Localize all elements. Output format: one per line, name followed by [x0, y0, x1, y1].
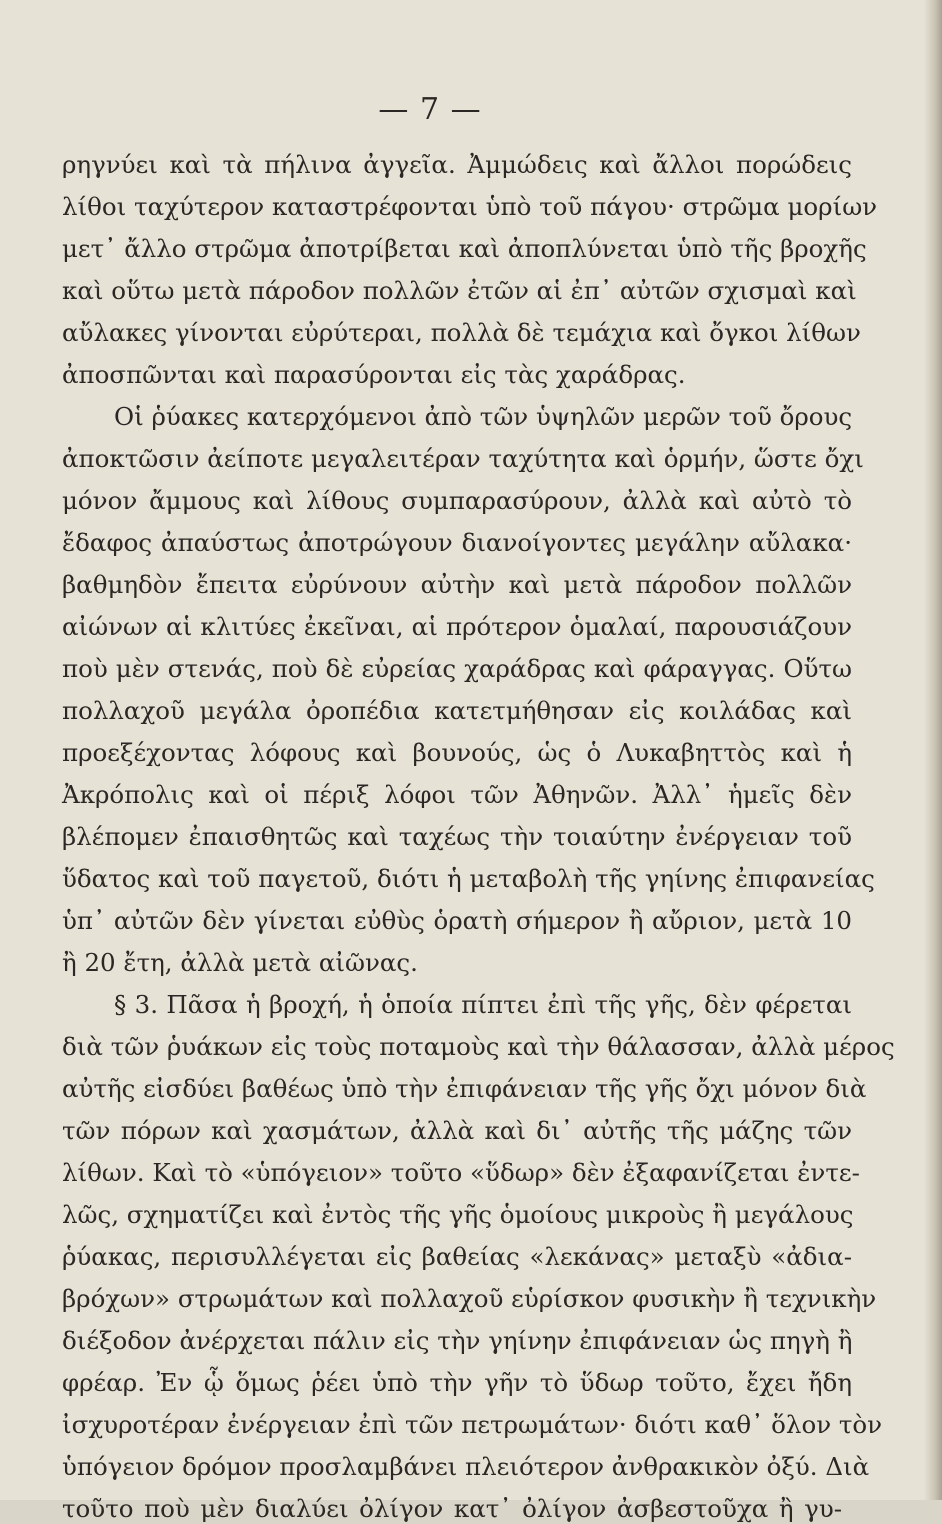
text-line: ἔδαφος ἀπαύστως ἀποτρώγουν διανοίγοντες μεγάλην αὔλακα·: [62, 528, 852, 557]
text-line: βαθμηδὸν ἔπειτα εὐρύνουν αὐτὴν καὶ μετὰ πάροδον πολλῶν: [62, 570, 852, 599]
page-number: — 7 —: [378, 92, 482, 127]
text-line: λίθων. Καὶ τὸ «ὑπόγειον» τοῦτο «ὕδωρ» δὲν ἐξαφανίζεται ἐντε-: [62, 1158, 860, 1187]
text-line: ἀποκτῶσιν ἀείποτε μεγαλειτέραν ταχύτητα καὶ ὁρμήν, ὥστε ὄχι: [62, 444, 864, 473]
text-line: βλέπομεν ἐπαισθητῶς καὶ ταχέως τὴν τοιαύτην ἐνέργειαν τοῦ: [62, 822, 852, 851]
text-line: αὐτῆς εἰσδύει βαθέως ὑπὸ τὴν ἐπιφάνειαν τῆς γῆς ὄχι μόνον διὰ: [62, 1074, 867, 1103]
text-line: ῥύακας, περισυλλέγεται εἰς βαθείας «λεκάνας» μεταξὺ «ἀδια-: [62, 1242, 852, 1271]
text-line: διὰ τῶν ῥυάκων εἰς τοὺς ποταμοὺς καὶ τὴν θάλασσαν, ἀλλὰ μέρος: [62, 1032, 895, 1061]
text-line: ὑπ᾿ αὐτῶν δὲν γίνεται εὐθὺς ὁρατὴ σήμερον ἢ αὔριον, μετὰ 10: [62, 906, 852, 935]
text-line: τῶν πόρων καὶ χασμάτων, ἀλλὰ καὶ δι᾿ αὐτῆς τῆς μάζης τῶν: [62, 1116, 852, 1145]
text-line: λίθοι ταχύτερον καταστρέφονται ὑπὸ τοῦ πάγου· στρῶμα μορίων: [62, 192, 878, 221]
text-line: Οἱ ῥύακες κατερχόμενοι ἀπὸ τῶν ὑψηλῶν μερῶν τοῦ ὄρους: [114, 402, 853, 431]
text-line: προεξέχοντας λόφους καὶ βουνούς, ὡς ὁ Λυκαβηττὸς καὶ ἡ: [62, 738, 852, 767]
text-line: διέξοδον ἀνέρχεται πάλιν εἰς τὴν γηίνην ἐπιφάνειαν ὡς πηγὴ ἢ: [62, 1326, 853, 1355]
text-line: ἀποσπῶνται καὶ παρασύρονται εἰς τὰς χαράδρας.: [62, 360, 686, 389]
text-line: λῶς, σχηματίζει καὶ ἐντὸς τῆς γῆς ὁμοίους μικροὺς ἢ μεγάλους: [62, 1200, 854, 1229]
text-line: αἰώνων αἱ κλιτύες ἐκεῖναι, αἱ πρότερον ὁμαλαί, παρουσιάζουν: [62, 612, 852, 641]
text-line: τοῦτο ποὺ μὲν διαλύει ὀλίγον κατ᾿ ὀλίγον ἀσβεστοῦχα ἢ γυ-: [62, 1494, 842, 1523]
text-line: φρέαρ. Ἐν ᾧ ὅμως ῥέει ὑπὸ τὴν γῆν τὸ ὕδωρ τοῦτο, ἔχει ἤδη: [62, 1368, 852, 1397]
text-line: Ἀκρόπολις καὶ οἱ πέριξ λόφοι τῶν Ἀθηνῶν. Ἀλλ᾿ ἡμεῖς δὲν: [62, 780, 852, 809]
text-line: ρηγνύει καὶ τὰ πήλινα ἀγγεῖα. Ἀμμώδεις καὶ ἄλλοι πορώδεις: [62, 150, 852, 179]
page-edge-shadow: [924, 0, 942, 1500]
text-line: βρόχων» στρωμάτων καὶ πολλαχοῦ εὑρίσκον φυσικὴν ἢ τεχνικὴν: [62, 1284, 877, 1313]
text-line: ποὺ μὲν στενάς, ποὺ δὲ εὐρείας χαράδρας καὶ φάραγγας. Οὕτω: [62, 654, 852, 683]
text-line: μετ᾿ ἄλλο στρῶμα ἀποτρίβεται καὶ ἀποπλύνεται ὑπὸ τῆς βροχῆς: [62, 234, 867, 263]
text-line: αὔλακες γίνονται εὐρύτεραι, πολλὰ δὲ τεμάχια καὶ ὄγκοι λίθων: [62, 318, 861, 347]
text-line: μόνον ἄμμους καὶ λίθους συμπαρασύρουν, ἀλλὰ καὶ αὐτὸ τὸ: [62, 486, 852, 515]
text-line: πολλαχοῦ μεγάλα ὀροπέδια κατετμήθησαν εἰς κοιλάδας καὶ: [62, 696, 852, 725]
text-line: ὕδατος καὶ τοῦ παγετοῦ, διότι ἡ μεταβολὴ τῆς γηίνης ἐπιφανείας: [62, 864, 875, 893]
text-line: ὑπόγειον δρόμον προσλαμβάνει πλειότερον ἀνθρακικὸν ὀξύ. Διὰ: [62, 1452, 870, 1481]
text-line: ἰσχυροτέραν ἐνέργειαν ἐπὶ τῶν πετρωμάτων· διότι καθ᾿ ὅλον τὸν: [62, 1410, 883, 1439]
text-line: § 3. Πᾶσα ἡ βροχή, ἡ ὁποία πίπτει ἐπὶ τῆς γῆς, δὲν φέρεται: [114, 990, 852, 1019]
text-line: ἢ 20 ἔτη, ἀλλὰ μετὰ αἰῶνας.: [62, 948, 418, 977]
text-line: καὶ οὕτω μετὰ πάροδον πολλῶν ἐτῶν αἱ ἐπ᾿ αὐτῶν σχισμαὶ καὶ: [62, 276, 857, 305]
